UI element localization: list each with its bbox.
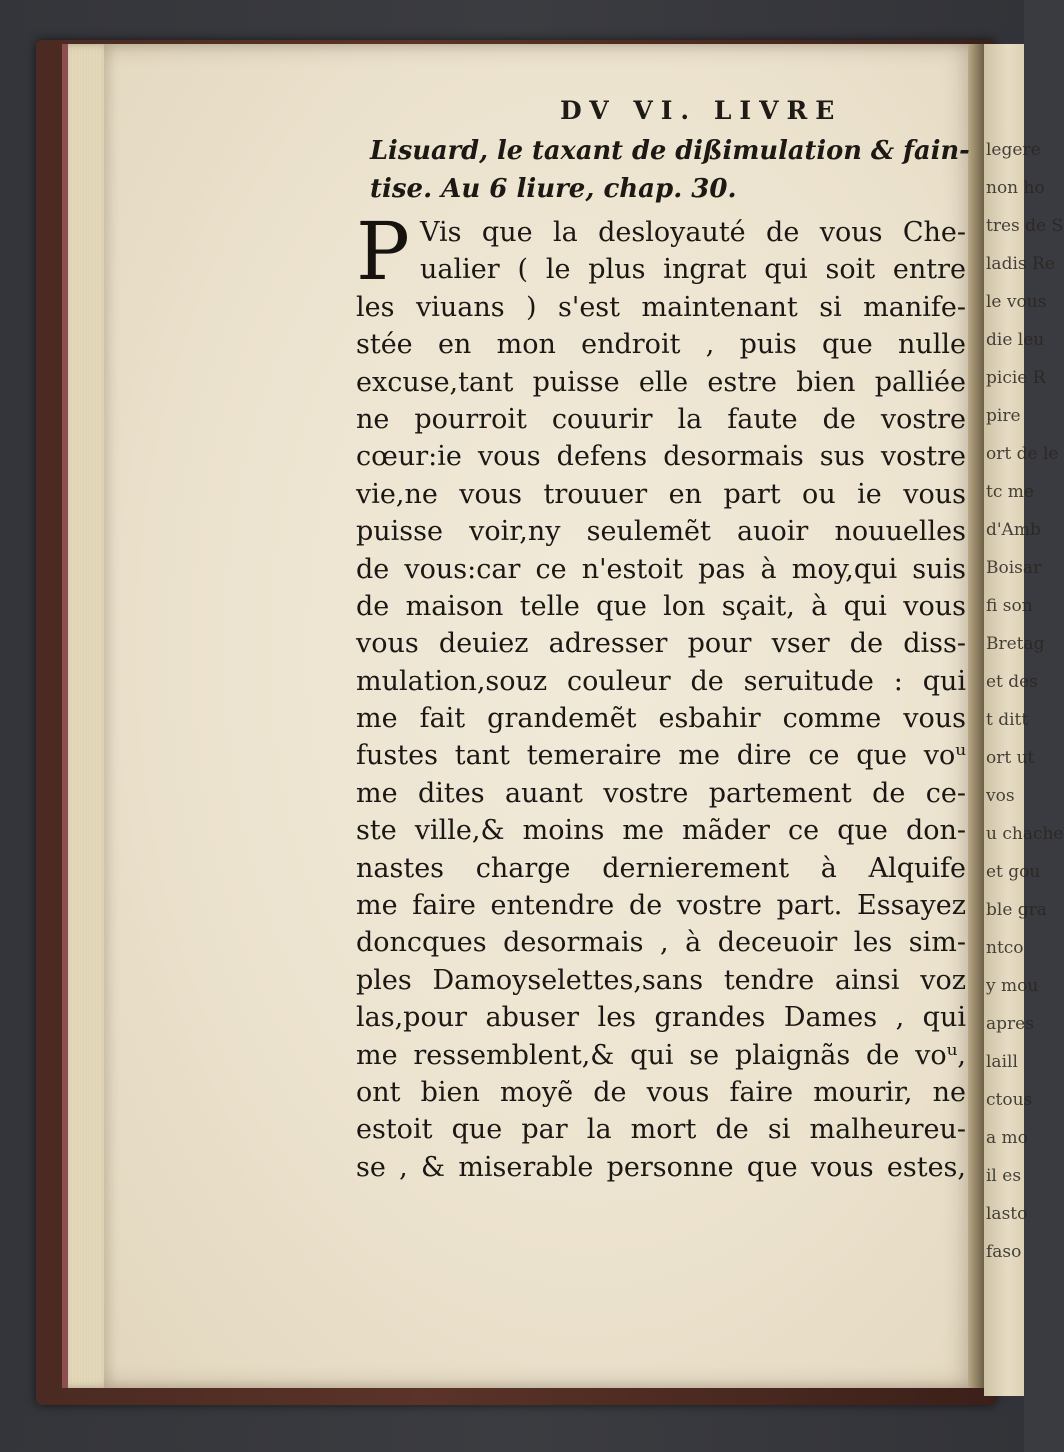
text-line: vous deuiez adresser pour vser de diss- xyxy=(356,628,966,660)
text-line: vie,ne vous trouuer en part ou ie vous xyxy=(356,478,966,510)
facing-line: laill xyxy=(986,1052,1018,1072)
facing-line: ladis Re xyxy=(986,254,1055,274)
facing-line: u chache xyxy=(986,824,1064,844)
facing-line: Bretag xyxy=(986,634,1045,654)
text-line: me fait grandemẽt esbahir comme vous xyxy=(356,703,966,735)
facing-line: faso xyxy=(986,1242,1022,1262)
facing-line: die leu xyxy=(986,330,1045,350)
text-line: ste ville,& moins me mãder ce que don- xyxy=(356,815,966,847)
facing-line: tres de S xyxy=(986,216,1064,236)
facing-line: non ho xyxy=(986,178,1045,198)
facing-line: t ditt xyxy=(986,710,1029,730)
text-line: mulation,souz couleur de seruitude : qui xyxy=(356,665,966,697)
text-line: ne pourroit couurir la faute de vostre xyxy=(356,403,966,435)
facing-line: pire xyxy=(986,406,1021,426)
facing-line: et gou xyxy=(986,862,1041,882)
facing-line: ort ut xyxy=(986,748,1035,768)
text-line: de vous:car ce n'estoit pas à moy,qui suis xyxy=(356,553,966,585)
text-line: se , & miserable personne que vous estes, xyxy=(356,1151,966,1183)
facing-line: lasto xyxy=(986,1204,1028,1224)
text-line: me ressemblent,& qui se plaignãs de voᵘ, xyxy=(356,1039,966,1071)
chapter-heading xyxy=(370,132,970,208)
chapter-heading-line: Lisuard, le taxant de dißimulation & fain- xyxy=(370,136,970,166)
running-head: DV VI. LIVRE xyxy=(560,96,843,125)
text-line: ples Damoyselettes,sans tendre ainsi voz xyxy=(356,964,966,996)
body-text xyxy=(356,205,966,1186)
text-line: me faire entendre de vostre part. Essayez xyxy=(356,890,966,922)
text-line: estoit que par la mort de si malheureu- xyxy=(356,1114,966,1146)
text-line: fustes tant temeraire me dire ce que voᵘ xyxy=(356,740,966,772)
facing-line: vos xyxy=(986,786,1015,806)
facing-line: et des xyxy=(986,672,1038,692)
text-line: ualier ( le plus ingrat qui soit entre xyxy=(420,254,966,286)
text-line: nastes charge dernierement à Alquife xyxy=(356,852,966,884)
text-line: las,pour abuser les grandes Dames , qui xyxy=(356,1002,966,1034)
facing-line: legere xyxy=(986,140,1041,160)
facing-line: tc me xyxy=(986,482,1034,502)
text-line: les viuans ) s'est maintenant si manife- xyxy=(356,291,966,323)
text-line: me dites auant vostre partement de ce- xyxy=(356,777,966,809)
text-line: puisse voir,ny seulemẽt auoir nouuelles xyxy=(356,516,966,548)
facing-line: fi son xyxy=(986,596,1033,616)
facing-line: le vous xyxy=(986,292,1047,312)
text-line: ont bien moyẽ de vous faire mourir, ne xyxy=(356,1076,966,1108)
text-line: doncques desormais , à deceuoir les sim- xyxy=(356,927,966,959)
chapter-heading-line: tise. Au 6 liure, chap. 30. xyxy=(370,174,737,204)
facing-line: ort de le xyxy=(986,444,1059,464)
text-line: Vis que la desloyauté de vous Che- xyxy=(420,217,966,248)
text-line: excuse,tant puisse elle estre bien palliée xyxy=(356,366,966,398)
drop-cap: P xyxy=(356,205,410,298)
text-line: cœur:ie vous defens desormais sus vostre xyxy=(356,441,966,473)
facing-line: d'Amb xyxy=(986,520,1041,540)
facing-line: ctous xyxy=(986,1090,1033,1110)
facing-line: ntco xyxy=(986,938,1024,958)
text-line: stée en mon endroit , puis que nulle xyxy=(356,329,966,361)
facing-page-fragment xyxy=(984,44,1064,1396)
book-gutter xyxy=(968,44,984,1388)
facing-line: Boisar xyxy=(986,558,1042,578)
facing-line: picie R xyxy=(986,368,1046,388)
facing-line: apres xyxy=(986,1014,1034,1034)
text-line: de maison telle que lon sçait, à qui vous xyxy=(356,590,966,622)
facing-line: ble gra xyxy=(986,900,1047,920)
facing-line: y mou xyxy=(986,976,1039,996)
facing-line: a mo xyxy=(986,1128,1028,1148)
facing-line: il es xyxy=(986,1166,1022,1186)
